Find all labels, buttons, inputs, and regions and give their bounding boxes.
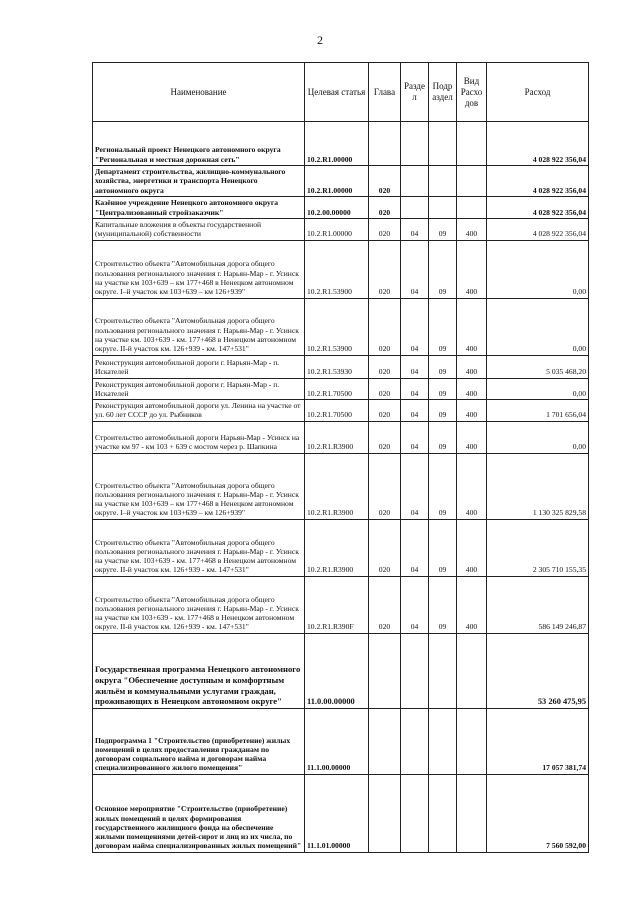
row-amount: 4 028 922 356,04 [487,122,589,166]
row-name: Строительство объекта "Автомобильная дорога общего пользования регионального значения г. Нарьян-Мар - г. Усинск на участке км. 103+639 - км. 177+468 в Ненецком автономном округе. II-й участок км. 126+939 - км. 147+531" [93,519,305,576]
row-chapter [369,633,401,708]
row-name: Региональный проект Ненецкого автономного округа "Региональная и местная дорожная сеть" [93,122,305,166]
row-amount: 1 130 325 829,58 [487,453,589,519]
row-subsection [429,166,457,197]
table-row [93,519,589,576]
row-subsection: 09 [429,519,457,576]
row-subsection [429,633,457,708]
row-amount: 4 028 922 356,04 [487,197,589,219]
row-name: Казённое учреждение Ненецкого автономного округа "Централизованный стройзаказчик" [93,197,305,219]
row-expense-type: 400 [457,400,487,422]
header-chapter: Глава [369,63,401,122]
row-expense-type [457,122,487,166]
row-chapter: 020 [369,197,401,219]
row-target-code: 10.2.R1.R3900 [305,519,369,576]
row-chapter: 020 [369,378,401,400]
table-row [93,421,589,453]
row-target-code: 10.2.R1.R3900 [305,421,369,453]
table-row [93,355,589,378]
row-chapter: 020 [369,421,401,453]
header-subsection: Подр аздел [429,63,457,122]
row-name: Строительство объекта "Автомобильная дорога общего пользования регионального значения г. Нарьян-Мар - г. Усинск на участке км 103+639 – км 177+468 в Ненецком автономном округе. I–й участок км 103+639 – км 126+939" [93,453,305,519]
row-subsection: 09 [429,378,457,400]
row-target-code: 10.2.00.00000 [305,197,369,219]
row-expense-type: 400 [457,219,487,241]
row-amount: 17 057 381,74 [487,708,589,774]
row-name: Строительство объекта "Автомобильная дорога общего пользования регионального значения г. Нарьян-Мар - г. Усинск на участке км 103+639 - км. 177+468 в Ненецком автономном округе. II-й участок км. 126+939 - км. 147+531" [93,576,305,633]
row-chapter: 020 [369,453,401,519]
row-amount: 4 028 922 356,04 [487,219,589,241]
row-section: 04 [401,421,429,453]
row-section: 04 [401,400,429,422]
row-target-code: 10.2.R1.70500 [305,400,369,422]
row-expense-type: 400 [457,421,487,453]
row-target-code: 11.0.00.00000 [305,633,369,708]
row-section [401,166,429,197]
row-amount: 0,00 [487,298,589,355]
row-name: Основное мероприятие "Строительство (приобретение) жилых помещений в целях формирования государственного жилищного фонда на обеспечение жилыми помещениями детей-сирот и лиц из их числа, по договорам найма специализированных жилых помещений" [93,774,305,852]
row-target-code: 11.1.00.00000 [305,708,369,774]
row-expense-type [457,774,487,852]
header-amount: Расход [487,63,589,122]
row-name: Капитальные вложения в объекты государственной (муниципальной) собственности [93,219,305,241]
table-row [93,378,589,400]
table-row [93,708,589,774]
row-subsection [429,197,457,219]
row-subsection: 09 [429,400,457,422]
row-subsection: 09 [429,355,457,378]
table-row [93,122,589,166]
header-name: Наименование [93,63,305,122]
row-section: 04 [401,240,429,298]
row-section [401,633,429,708]
row-subsection: 09 [429,219,457,241]
row-expense-type: 400 [457,453,487,519]
table-row [93,166,589,197]
row-expense-type [457,708,487,774]
row-section: 04 [401,519,429,576]
row-name: Подпрограмма 1 "Строительство (приобретение) жилых помещений в целях предоставления гражданам по договорам социального найма и договорам найма специализированного жилого помещения" [93,708,305,774]
row-name: Строительство объекта "Автомобильная дорога общего пользования регионального значения г. Нарьян-Мар - г. Усинск на участке км 103+639 – км 177+468 в Ненецком автономном округе. I–й участок км 103+639 – км 126+939" [93,240,305,298]
row-subsection: 09 [429,421,457,453]
row-target-code: 10.2.R1.00000 [305,219,369,241]
row-chapter: 020 [369,298,401,355]
page-number: 2 [317,33,323,47]
row-subsection: 09 [429,240,457,298]
header-section: Разде л [401,63,429,122]
row-section: 04 [401,378,429,400]
row-subsection: 09 [429,298,457,355]
table-row [93,298,589,355]
row-chapter [369,774,401,852]
row-expense-type: 400 [457,355,487,378]
row-chapter [369,708,401,774]
row-section: 04 [401,219,429,241]
row-name: Государственная программа Ненецкого автономного округа "Обеспечение доступным и комфортным жильём и коммунальными услугами граждан, проживающих в Ненецком автономном округе" [93,633,305,708]
row-name: Реконструкция автомобильной дороги ул. Ленина на участке от ул. 60 лет СССР до ул. Рыбников [93,400,305,422]
row-expense-type [457,197,487,219]
row-chapter: 020 [369,219,401,241]
row-expense-type: 400 [457,240,487,298]
row-expense-type [457,633,487,708]
header-target-article: Целевая статья [305,63,369,122]
table-row [93,576,589,633]
header-expense-type: Вид Расхо дов [457,63,487,122]
row-name: Строительство автомобильной дороги Нарьян-Мар - Усинск на участке км 97 - км 103 + 639 с мостом через р. Шапкина [93,421,305,453]
table-row [93,633,589,708]
row-target-code: 10.2.R1.53900 [305,298,369,355]
row-subsection [429,122,457,166]
row-subsection: 09 [429,453,457,519]
row-amount: 53 260 475,95 [487,633,589,708]
table-row [93,240,589,298]
table-row [93,774,589,852]
row-expense-type [457,166,487,197]
row-subsection [429,774,457,852]
row-chapter: 020 [369,355,401,378]
row-subsection: 09 [429,576,457,633]
row-amount: 2 305 710 155,35 [487,519,589,576]
row-target-code: 10.2.R1.R3900 [305,453,369,519]
table-row [93,400,589,422]
row-amount: 0,00 [487,421,589,453]
row-amount: 7 560 592,00 [487,774,589,852]
row-expense-type: 400 [457,378,487,400]
row-section: 04 [401,355,429,378]
row-target-code: 10.2.R1.70500 [305,378,369,400]
row-name: Реконструкция автомобильной дороги г. Нарьян-Мар - п. Искателей [93,378,305,400]
row-target-code: 10.2.R1.53900 [305,240,369,298]
row-amount: 0,00 [487,240,589,298]
row-target-code: 10.2.R1.R390F [305,576,369,633]
row-chapter: 020 [369,576,401,633]
table-row [93,453,589,519]
row-chapter [369,122,401,166]
row-expense-type: 400 [457,298,487,355]
row-chapter: 020 [369,166,401,197]
row-target-code: 10.2.R1.53930 [305,355,369,378]
row-amount: 586 149 246,87 [487,576,589,633]
row-target-code: 10.2.R1.00000 [305,122,369,166]
row-section: 04 [401,453,429,519]
row-target-code: 11.1.01.00000 [305,774,369,852]
row-expense-type: 400 [457,519,487,576]
row-subsection [429,708,457,774]
row-section [401,197,429,219]
row-section: 04 [401,576,429,633]
row-expense-type: 400 [457,576,487,633]
row-chapter: 020 [369,400,401,422]
row-section [401,774,429,852]
row-amount: 5 035 468,20 [487,355,589,378]
row-section: 04 [401,298,429,355]
row-chapter: 020 [369,240,401,298]
row-name: Реконструкция автомобильной дороги г. Нарьян-Мар - п. Искателей [93,355,305,378]
row-section [401,708,429,774]
table-row [93,219,589,241]
row-chapter: 020 [369,519,401,576]
budget-table [92,62,589,853]
row-amount: 4 028 922 356,04 [487,166,589,197]
row-amount: 1 701 656,04 [487,400,589,422]
row-name: Строительство объекта "Автомобильная дорога общего пользования регионального значения г. Нарьян-Мар - г. Усинск на участке км. 103+639 - км. 177+468 в Ненецком автономном округе. II-й участок км. 126+939 - км. 147+531" [93,298,305,355]
row-section [401,122,429,166]
row-target-code: 10.2.R1.00000 [305,166,369,197]
row-name: Департамент строительства, жилищно-коммунального хозяйства, энергетики и транспорта Ненецкого автономного округа [93,166,305,197]
row-amount: 0,00 [487,378,589,400]
table-row [93,197,589,219]
